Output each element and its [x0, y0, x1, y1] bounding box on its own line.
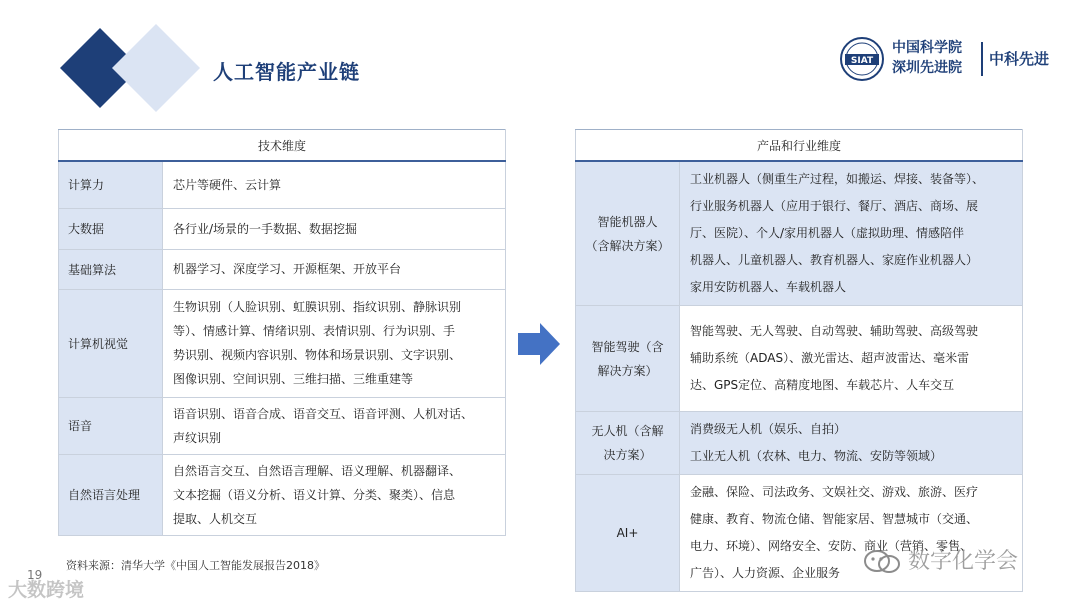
- row-key: [576, 412, 680, 475]
- row-value: [680, 306, 1023, 412]
- value-line: 各行业/场景的一手数据、数据挖掘: [173, 221, 358, 236]
- right-arrow-icon: [516, 321, 562, 367]
- row-key: 计算力: [59, 161, 163, 208]
- table-row: [59, 249, 506, 289]
- key-line: （含解决方案）: [585, 238, 670, 253]
- key-line: 无人机（含解: [591, 424, 664, 438]
- row-key: 自然语言处理: [59, 454, 163, 535]
- institution-logo: [838, 36, 1060, 82]
- value-line: 势识别、视频内容识别、物体和场景识别、文字识别、: [173, 348, 462, 362]
- row-key: [576, 306, 680, 412]
- value-line: 电力、环境）、网络安全、安防、商业（营销、零售、: [690, 539, 973, 553]
- value-line: 工业无人机（农林、电力、物流、安防等领域）: [690, 449, 943, 463]
- value-line: 图像识别、空间识别、三维扫描、三维重建等: [173, 372, 414, 386]
- value-line: 自然语言交互、自然语言理解、语义理解、机器翻译、: [173, 463, 462, 478]
- table-row: [59, 289, 506, 397]
- table-row: [59, 161, 506, 208]
- page-title: 人工智能产业链: [213, 60, 360, 84]
- value-line: 等）、情感计算、情绪识别、表情识别、行为识别、手: [173, 324, 456, 338]
- value-line: 家用安防机器人、车载机器人: [690, 280, 847, 294]
- value-line: 工业机器人（侧重生产过程，如搬运、焊接、装备等）、: [690, 172, 985, 186]
- table-header: 产品和行业维度: [576, 130, 1023, 162]
- row-key: [576, 475, 680, 592]
- value-line: 行业服务机器人（应用于银行、餐厅、酒店、商场、展: [690, 199, 979, 213]
- value-line: 金融、保险、司法政务、文娱社交、游戏、旅游、医疗: [690, 485, 979, 499]
- table-row: [576, 161, 1023, 306]
- key-line: 智能驾驶（含: [591, 339, 664, 354]
- value-line: 消费级无人机（娱乐、自拍）: [690, 422, 847, 436]
- seal-text: SIAT: [850, 56, 874, 66]
- value-line: 机器学习、深度学习、开源框架、开放平台: [173, 262, 402, 276]
- wechat-icon: [862, 549, 902, 575]
- logo-brand: 中科先进: [989, 50, 1050, 68]
- logo-divider: [981, 42, 983, 76]
- row-key: [576, 161, 680, 306]
- technology-dimension-table: [58, 129, 506, 536]
- row-key: 语音: [59, 397, 163, 454]
- row-value: [163, 249, 506, 289]
- table-row: [59, 397, 506, 454]
- value-line: 智能驾驶、无人驾驶、自动驾驶、辅助驾驶、高级驾驶: [690, 324, 979, 338]
- value-line: 广告）、人力资源、企业服务: [690, 566, 841, 580]
- table-row: [576, 412, 1023, 475]
- watermark-right: [862, 544, 1018, 575]
- value-line: 辅助系统（ADAS）、激光雷达、超声波雷达、毫米雷: [690, 351, 970, 365]
- row-key: 基础算法: [59, 249, 163, 289]
- value-line: 提取、人机交互: [173, 511, 258, 526]
- value-line: 厅、医院）、个人/家用机器人（虚拟助理、情感陪伴: [690, 226, 965, 240]
- product-industry-dimension-table: [575, 129, 1023, 592]
- table-row: [576, 306, 1023, 412]
- value-line: 健康、教育、物流仓储、智能家居、智慧城市（交通、: [690, 512, 979, 526]
- table-header: 技术维度: [59, 130, 506, 162]
- value-line: 文本挖掘（语义分析、语义计算、分类、聚类）、信息: [173, 487, 456, 502]
- value-line: 声纹识别: [173, 430, 222, 445]
- logo-line2: 深圳先进院: [892, 60, 962, 76]
- row-key: 大数据: [59, 208, 163, 249]
- watermark-left: 大数跨境: [8, 579, 85, 601]
- row-value: [163, 161, 506, 208]
- row-value: [680, 412, 1023, 475]
- key-line: 解决方案）: [597, 363, 658, 378]
- table-row: [59, 454, 506, 535]
- page-number: 19: [27, 568, 43, 582]
- logo-line1: 中国科学院: [892, 40, 962, 56]
- value-line: 机器人、儿童机器人、教育机器人、家庭作业机器人）: [690, 253, 979, 267]
- source-note: 资料来源：清华大学《中国人工智能发展报告2018》: [66, 559, 325, 572]
- row-value: [163, 208, 506, 249]
- row-value: [163, 454, 506, 535]
- row-value: [163, 289, 506, 397]
- key-line: 决方案）: [603, 448, 652, 462]
- value-line: 达、GPS定位、高精度地图、车载芯片、人车交互: [690, 378, 955, 392]
- key-line: AI+: [616, 526, 639, 540]
- row-value: [680, 161, 1023, 306]
- siat-seal-icon: [838, 36, 886, 82]
- key-line: 智能机器人: [597, 214, 658, 229]
- table-row: [59, 208, 506, 249]
- logo-text: [892, 38, 962, 78]
- value-line: 生物识别（人脸识别、虹膜识别、指纹识别、静脉识别: [173, 300, 462, 314]
- value-line: 语音识别、语音合成、语音交互、语音评测、人机对话、: [173, 406, 474, 421]
- value-line: 芯片等硬件、云计算: [173, 177, 282, 192]
- row-value: [163, 397, 506, 454]
- watermark-text: 数字化学会: [908, 549, 1019, 574]
- decorative-diamonds: [60, 22, 210, 112]
- row-key: 计算机视觉: [59, 289, 163, 397]
